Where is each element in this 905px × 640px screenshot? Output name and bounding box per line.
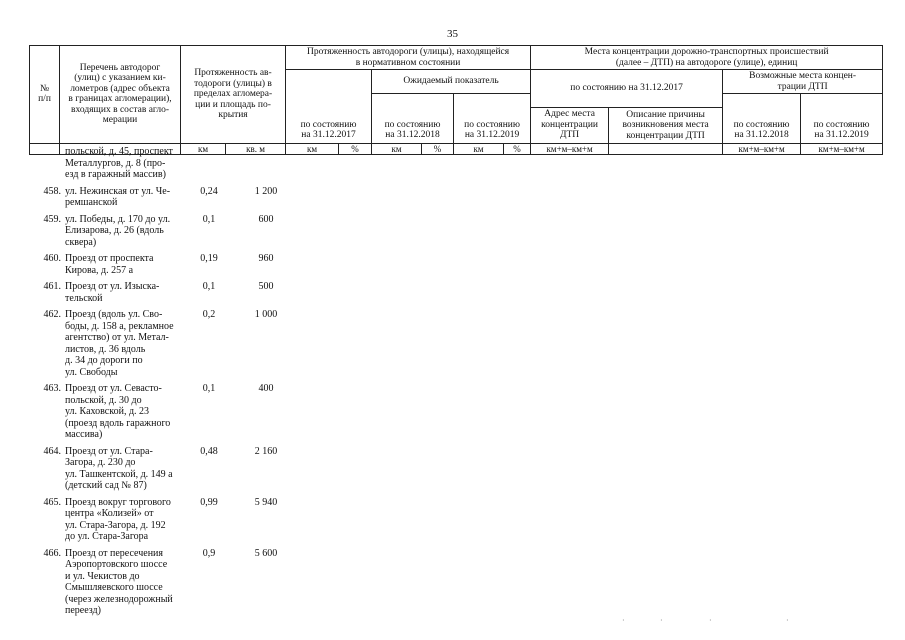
scan-dot: · [786, 616, 789, 625]
header-num: № п/п [30, 46, 60, 144]
road-area-sqm: 960 [258, 253, 274, 264]
road-length-km: 0,24 [200, 185, 218, 197]
road-name: ул. Победы, д. 170 до ул. Елизарова, д. 26 (вдоль сквера) [65, 213, 171, 248]
table-row [29, 497, 349, 543]
row-number: 461. [43, 281, 61, 292]
scan-dot: · [622, 616, 625, 625]
unit-pct: % [339, 143, 372, 154]
road-length-km: 0,19 [200, 253, 218, 264]
road-length-km: 0,2 [202, 309, 216, 320]
header-expected: Ожидаемый показатель [372, 70, 531, 94]
row-number: 463. [43, 383, 61, 394]
row-number: 466. [43, 547, 61, 559]
road-length-km: 0,9 [202, 547, 216, 559]
unit-sqm: кв. м [226, 143, 286, 154]
road-name: Проезд от пересечения Аэропортовского шоссе и ул. Чекистов до Смышляевского шоссе (через железнодорожный переезд) [65, 547, 173, 616]
row-list [29, 186, 349, 617]
road-area-sqm: 1 200 [254, 185, 278, 197]
unit-kmm: км+м–км+м [801, 143, 883, 154]
road-length-km: 0,1 [202, 213, 216, 225]
road-area-sqm: 500 [258, 281, 274, 292]
table-row-continuation [29, 146, 349, 181]
table-body [29, 146, 349, 617]
road-name: Проезд от проспекта Кирова, д. 257 а [65, 253, 154, 276]
road-area-sqm: 5 940 [254, 496, 278, 508]
header-dtp-address: Адрес места концентрации ДТП [531, 108, 609, 144]
row-number: 464. [43, 445, 61, 457]
header-dtp-possible: Возможные места концен- трации ДТП [723, 70, 883, 94]
table-row [29, 214, 349, 249]
row-number: 458. [43, 185, 61, 197]
header-dtp-2019: по состоянию на 31.12.2019 [801, 94, 883, 144]
road-name: Проезд от ул. Севасто- польской, д. 30 до ул. Каховской, д. 23 (проезд вдоль гаражного массива) [65, 383, 171, 440]
row-number: 465. [43, 496, 61, 508]
table-row [29, 281, 349, 304]
header-roads: Перечень автодорог (улиц) с указанием ки- лометров (адрес объекта в границах агломерации), входящих в состав агло- мерации [60, 46, 181, 144]
unit-km: км [372, 143, 422, 154]
page-number: 35 [447, 28, 458, 40]
header-dtp-2018: по состоянию на 31.12.2018 [723, 94, 801, 144]
row-number: 462. [43, 309, 61, 320]
road-length-km: 0,48 [200, 445, 218, 457]
unit-pct: % [422, 143, 454, 154]
unit-pct: % [504, 143, 531, 154]
road-area-sqm: 600 [258, 213, 274, 225]
unit-kmm: км+м–км+м [723, 143, 801, 154]
scan-dot: · [660, 616, 663, 625]
road-area-sqm: 5 600 [254, 547, 278, 559]
unit-kmm: км+м–км+м [531, 143, 609, 154]
header-dtp-description: Описание причины возникновения места концентрации ДТП [609, 108, 723, 144]
road-area-sqm: 400 [258, 383, 274, 394]
table-header [29, 45, 883, 155]
road-name: Проезд от ул. Стара- Загора, д. 230 до ул. Ташкентской, д. 149 а (детский сад № 87) [65, 445, 173, 491]
road-name: Проезд вокруг торгового центра «Колизей» от ул. Стара-Загора, д. 192 до ул. Стара-Загора [65, 496, 171, 542]
unit-km: км [181, 143, 226, 154]
unit-km: км [454, 143, 504, 154]
unit-cell-empty [609, 143, 723, 154]
header-dtp-as-of-2017: по состоянию на 31.12.2017 [531, 70, 723, 108]
table-row [29, 446, 349, 492]
road-length-km: 0,1 [202, 383, 216, 394]
road-length-km: 0,1 [202, 281, 216, 292]
road-name: польской, д. 45, проспект Металлургов, д. 8 (про- езд в гаражный массив) [65, 146, 173, 180]
table-row [29, 548, 349, 617]
scan-dot: · [709, 616, 712, 625]
header-as-of-2017: по состоянию на 31.12.2017 [286, 70, 372, 144]
header-dtp: Места концентрации дорожно-транспортных происшествий (далее – ДТП) на автодороге (улице), единиц [531, 46, 883, 70]
header-normative: Протяженность автодороги (улицы), находящейся в нормативном состоянии [286, 46, 531, 70]
table-row [29, 186, 349, 209]
header-as-of-2018: по состоянию на 31.12.2018 [372, 94, 454, 144]
header-length: Протяженность ав- тодороги (улицы) в пределах агломера- ции и площадь по- крытия [181, 46, 286, 144]
table-row [29, 383, 349, 441]
row-number: 460. [43, 253, 61, 264]
header-as-of-2019: по состоянию на 31.12.2019 [454, 94, 531, 144]
road-name: Проезд от ул. Изыска- тельской [65, 281, 160, 304]
road-length-km: 0,99 [200, 496, 218, 508]
road-area-sqm: 2 160 [254, 445, 278, 457]
road-name: Проезд (вдоль ул. Сво- боды, д. 158 а, рекламное агентство) от ул. Метал- листов, д. 36 вдоль д. 34 до дороги по ул. Свободы [65, 309, 174, 378]
unit-km: км [286, 143, 339, 154]
road-area-sqm: 1 000 [254, 309, 278, 320]
row-number: 459. [43, 213, 61, 225]
table-row [29, 253, 349, 276]
road-name: ул. Нежинская от ул. Че- ремшанской [65, 185, 171, 208]
table-row [29, 309, 349, 378]
